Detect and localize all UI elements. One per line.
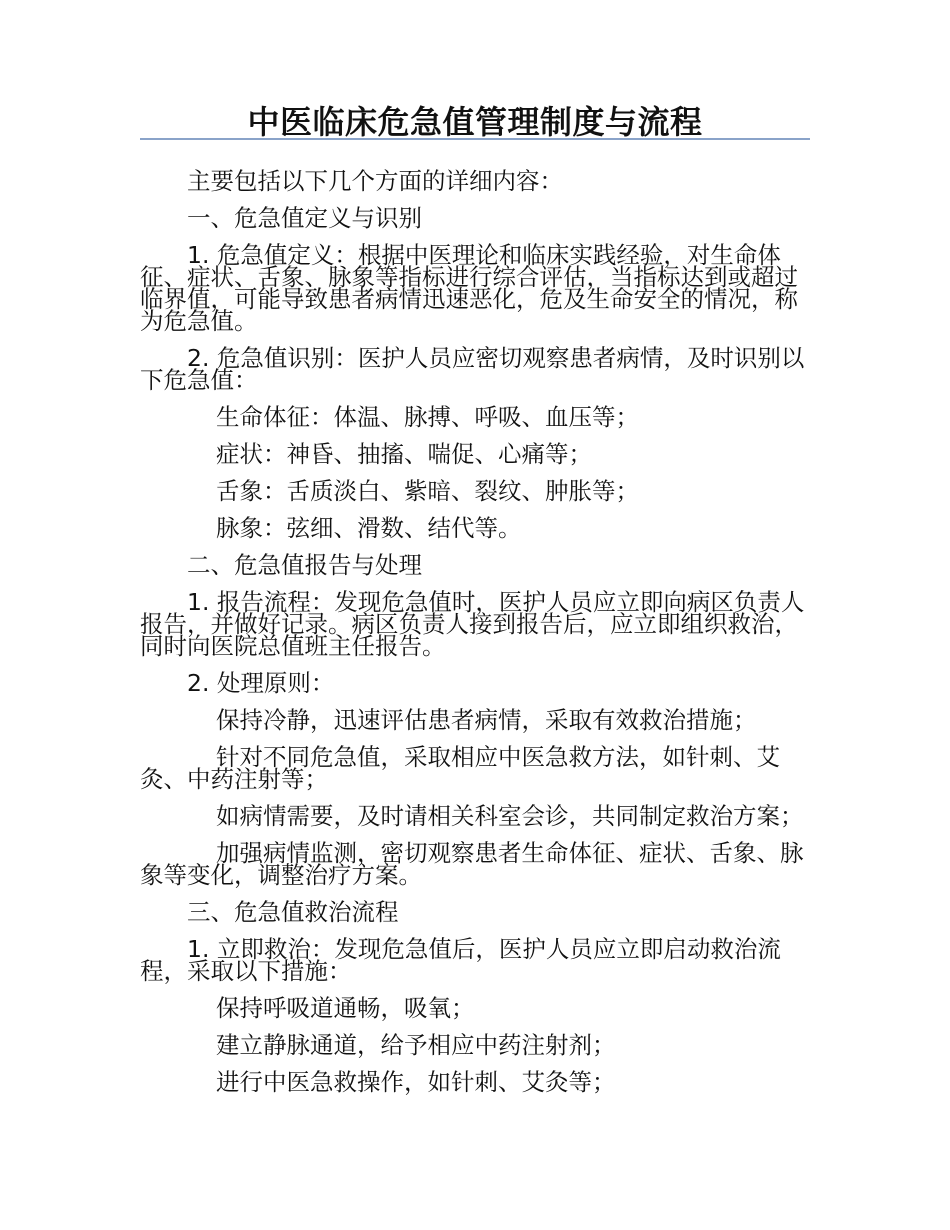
title-underline (140, 138, 810, 140)
list-item-vital-signs: 生命体征：体温、脉搏、呼吸、血压等； (216, 403, 639, 431)
paragraph-principles: 2. 处理原则： (187, 669, 335, 697)
list-item-airway: 保持呼吸道通畅，吸氧； (216, 994, 475, 1022)
list-item-iv-access: 建立静脉通道，给予相应中药注射剂； (216, 1031, 616, 1059)
list-item-consultation: 如病情需要，及时请相关科室会诊，共同制定救治方案； (216, 802, 804, 830)
paragraph-identification: 2. 危急值识别：医护人员应密切观察患者病情，及时识别以下危急值： (140, 344, 805, 394)
section-heading-2: 二、危急值报告与处理 (187, 551, 422, 579)
intro-paragraph: 主要包括以下几个方面的详细内容： (187, 167, 563, 195)
list-item-emergency-methods: 针对不同危急值，采取相应中医急救方法，如针刺、艾灸、中药注射等； (140, 743, 780, 793)
section-heading-3: 三、危急值救治流程 (187, 898, 399, 926)
list-item-tcm-procedures: 进行中医急救操作，如针刺、艾灸等； (216, 1068, 616, 1096)
paragraph-immediate-treatment: 1. 立即救治：发现危急值后，医护人员应立即启动救治流程，采取以下措施： (140, 935, 781, 985)
section-heading-1: 一、危急值定义与识别 (187, 204, 422, 232)
document-title: 中医临床危急值管理制度与流程 (247, 103, 703, 141)
list-item-pulse: 脉象：弦细、滑数、结代等。 (216, 514, 522, 542)
list-item-tongue: 舌象：舌质淡白、紫暗、裂纹、肿胀等； (216, 477, 639, 505)
list-item-monitoring: 加强病情监测，密切观察患者生命体征、症状、舌象、脉象等变化，调整治疗方案。 (140, 839, 804, 889)
list-item-stay-calm: 保持冷静，迅速评估患者病情，采取有效救治措施； (216, 706, 757, 734)
paragraph-report-process: 1. 报告流程：发现危急值时，医护人员应立即向病区负责人报告，并做好记录。病区负责人接到报告后，应立即组织救治，同时向医院总值班主任报告。 (140, 588, 805, 660)
document-body (140, 155, 812, 1096)
paragraph-definition: 1. 危急值定义：根据中医理论和临床实践经验，对生命体征、症状、舌象、脉象等指标进行综合评估，当指标达到或超过临界值，可能导致患者病情迅速恶化，危及生命安全的情况，称为危急值。 (140, 241, 798, 335)
list-item-symptoms: 症状：神昏、抽搐、喘促、心痛等； (216, 440, 592, 468)
